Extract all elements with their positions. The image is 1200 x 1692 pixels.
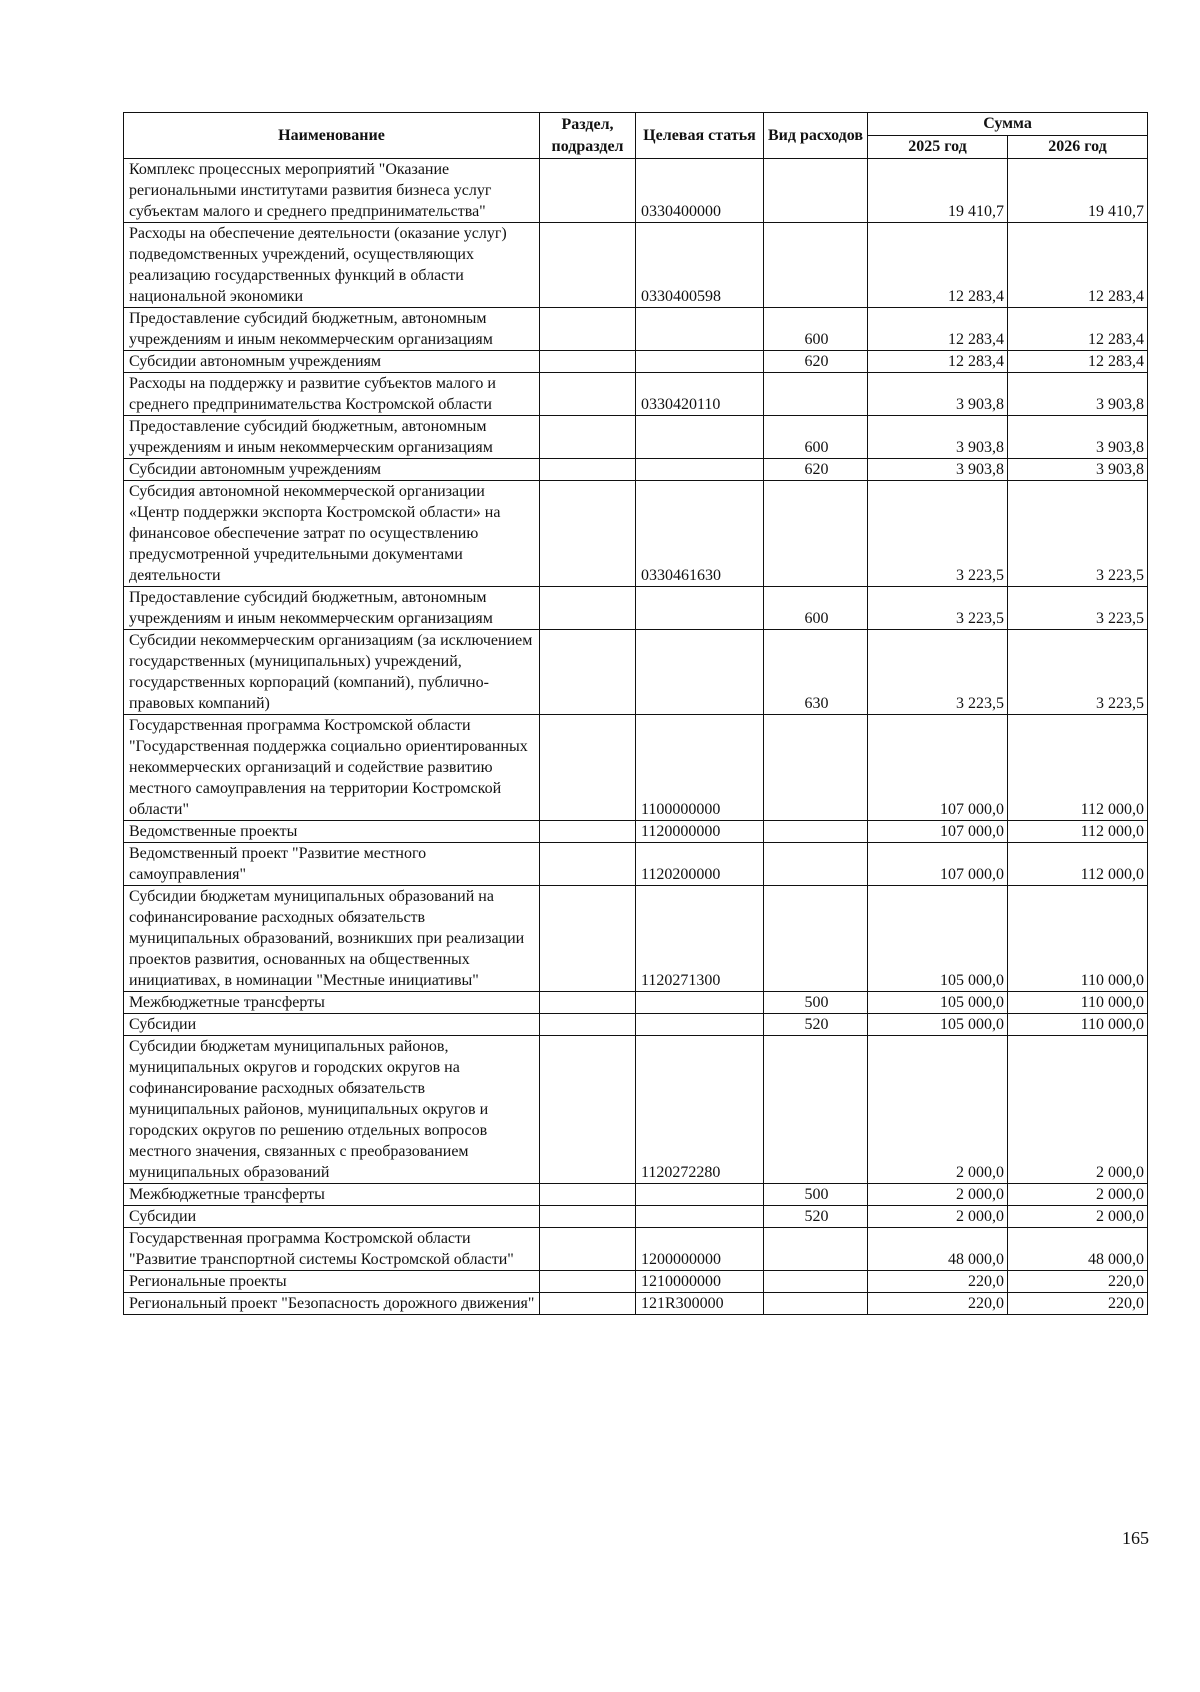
row-expense-type-cell [764, 886, 868, 992]
row-target-cell [636, 416, 764, 459]
row-sum-2026-cell: 3 903,8 [1008, 416, 1148, 459]
row-expense-type-cell: 600 [764, 587, 868, 630]
table-row [124, 821, 1148, 843]
table-header [124, 113, 1148, 159]
header-section: Раздел, подраздел [540, 113, 636, 159]
row-target-cell [636, 1184, 764, 1206]
page-number: 165 [1122, 1528, 1149, 1548]
table-row [124, 223, 1148, 308]
row-target-cell: 0330461630 [636, 481, 764, 587]
table-row [124, 715, 1148, 821]
row-name-cell: Субсидии бюджетам муниципальных районов, муниципальных округов и городских округов на софинансирование расходных обязательств муниципальных районов, муниципальных округов и городских округов по решению отдельных вопросов местного значения, связанных с преобразованием муниципальных образований [124, 1036, 540, 1184]
row-sum-2026-cell: 48 000,0 [1008, 1228, 1148, 1271]
row-expense-type-cell [764, 373, 868, 416]
table-row [124, 1228, 1148, 1271]
row-name-cell: Государственная программа Костромской области "Государственная поддержка социально ориентированных некоммерческих организаций и содействие развитию местного самоуправления на территории Костромской области" [124, 715, 540, 821]
row-sum-2025-cell: 19 410,7 [868, 159, 1008, 223]
row-expense-type-cell [764, 159, 868, 223]
row-name-cell: Комплекс процессных мероприятий "Оказание региональными институтами развития бизнеса услуг субъектам малого и среднего предпринимательства" [124, 159, 540, 223]
row-sum-2025-cell: 3 223,5 [868, 481, 1008, 587]
table-row [124, 416, 1148, 459]
table-row [124, 159, 1148, 223]
row-section-cell [540, 587, 636, 630]
row-sum-2025-cell: 107 000,0 [868, 715, 1008, 821]
row-target-cell [636, 308, 764, 351]
row-sum-2026-cell: 3 903,8 [1008, 373, 1148, 416]
row-sum-2025-cell: 12 283,4 [868, 308, 1008, 351]
row-sum-2025-cell: 3 903,8 [868, 459, 1008, 481]
row-target-cell: 1200000000 [636, 1228, 764, 1271]
row-sum-2026-cell: 3 223,5 [1008, 587, 1148, 630]
table-row [124, 843, 1148, 886]
row-section-cell [540, 373, 636, 416]
row-name-cell: Субсидия автономной некоммерческой организации «Центр поддержки экспорта Костромской области» на финансовое обеспечение затрат по осуществлению предусмотренной учредительными документами деятельности [124, 481, 540, 587]
row-expense-type-cell: 500 [764, 1184, 868, 1206]
row-name-cell: Предоставление субсидий бюджетным, автономным учреждениям и иным некоммерческим организациям [124, 416, 540, 459]
row-section-cell [540, 630, 636, 715]
header-target: Целевая статья [636, 113, 764, 159]
row-section-cell [540, 223, 636, 308]
row-target-cell: 1210000000 [636, 1271, 764, 1293]
row-section-cell [540, 308, 636, 351]
header-year-2025: 2025 год [868, 136, 1008, 159]
row-target-cell: 121R300000 [636, 1293, 764, 1315]
row-sum-2026-cell: 3 223,5 [1008, 481, 1148, 587]
row-name-cell: Предоставление субсидий бюджетным, автономным учреждениям и иным некоммерческим организациям [124, 308, 540, 351]
row-name-cell: Субсидии автономным учреждениям [124, 351, 540, 373]
row-sum-2025-cell: 12 283,4 [868, 351, 1008, 373]
row-name-cell: Региональный проект "Безопасность дорожного движения" [124, 1293, 540, 1315]
row-expense-type-cell: 520 [764, 1206, 868, 1228]
row-target-cell [636, 630, 764, 715]
row-target-cell [636, 992, 764, 1014]
row-target-cell: 0330400000 [636, 159, 764, 223]
table-row [124, 587, 1148, 630]
row-sum-2026-cell: 2 000,0 [1008, 1036, 1148, 1184]
row-expense-type-cell [764, 821, 868, 843]
row-section-cell [540, 821, 636, 843]
row-name-cell: Ведомственный проект "Развитие местного самоуправления" [124, 843, 540, 886]
row-name-cell: Расходы на обеспечение деятельности (оказание услуг) подведомственных учреждений, осуществляющих реализацию государственных функций в области национальной экономики [124, 223, 540, 308]
row-sum-2025-cell: 2 000,0 [868, 1184, 1008, 1206]
row-sum-2026-cell: 110 000,0 [1008, 886, 1148, 992]
row-sum-2026-cell: 220,0 [1008, 1293, 1148, 1315]
row-section-cell [540, 1184, 636, 1206]
row-name-cell: Региональные проекты [124, 1271, 540, 1293]
row-target-cell: 1120271300 [636, 886, 764, 992]
table-row [124, 481, 1148, 587]
row-sum-2025-cell: 12 283,4 [868, 223, 1008, 308]
table-row [124, 992, 1148, 1014]
row-section-cell [540, 992, 636, 1014]
row-name-cell: Межбюджетные трансферты [124, 992, 540, 1014]
row-section-cell [540, 159, 636, 223]
row-sum-2025-cell: 3 903,8 [868, 416, 1008, 459]
row-sum-2025-cell: 105 000,0 [868, 1014, 1008, 1036]
header-name: Наименование [124, 113, 540, 159]
row-name-cell: Субсидии некоммерческим организациям (за исключением государственных (муниципальных) учреждений, государственных корпораций (компаний), публично-правовых компаний) [124, 630, 540, 715]
row-sum-2025-cell: 105 000,0 [868, 886, 1008, 992]
row-sum-2026-cell: 3 223,5 [1008, 630, 1148, 715]
row-sum-2026-cell: 19 410,7 [1008, 159, 1148, 223]
row-section-cell [540, 459, 636, 481]
row-section-cell [540, 1036, 636, 1184]
row-name-cell: Субсидии [124, 1206, 540, 1228]
row-expense-type-cell [764, 1036, 868, 1184]
row-sum-2025-cell: 2 000,0 [868, 1206, 1008, 1228]
row-name-cell: Государственная программа Костромской области "Развитие транспортной системы Костромской области" [124, 1228, 540, 1271]
row-expense-type-cell [764, 715, 868, 821]
row-expense-type-cell [764, 843, 868, 886]
row-sum-2025-cell: 3 223,5 [868, 630, 1008, 715]
row-target-cell [636, 351, 764, 373]
row-sum-2026-cell: 220,0 [1008, 1271, 1148, 1293]
table-row [124, 459, 1148, 481]
row-sum-2026-cell: 110 000,0 [1008, 1014, 1148, 1036]
row-sum-2025-cell: 48 000,0 [868, 1228, 1008, 1271]
table-row [124, 1293, 1148, 1315]
row-section-cell [540, 351, 636, 373]
row-expense-type-cell: 500 [764, 992, 868, 1014]
table-row [124, 1271, 1148, 1293]
row-expense-type-cell: 600 [764, 416, 868, 459]
row-sum-2026-cell: 3 903,8 [1008, 459, 1148, 481]
row-sum-2026-cell: 112 000,0 [1008, 715, 1148, 821]
row-sum-2026-cell: 2 000,0 [1008, 1184, 1148, 1206]
row-expense-type-cell: 600 [764, 308, 868, 351]
row-section-cell [540, 886, 636, 992]
row-sum-2025-cell: 220,0 [868, 1271, 1008, 1293]
row-target-cell [636, 1014, 764, 1036]
row-section-cell [540, 1206, 636, 1228]
row-target-cell [636, 587, 764, 630]
row-expense-type-cell: 630 [764, 630, 868, 715]
row-sum-2025-cell: 107 000,0 [868, 821, 1008, 843]
row-name-cell: Субсидии бюджетам муниципальных образований на софинансирование расходных обязательств муниципальных образований, возникших при реализации проектов развития, основанных на общественных инициативах, в номинации "Местные инициативы" [124, 886, 540, 992]
row-sum-2026-cell: 112 000,0 [1008, 821, 1148, 843]
header-sum: Сумма [868, 113, 1148, 136]
row-expense-type-cell [764, 481, 868, 587]
header-year-2026: 2026 год [1008, 136, 1148, 159]
row-target-cell [636, 459, 764, 481]
row-target-cell: 1120000000 [636, 821, 764, 843]
row-section-cell [540, 481, 636, 587]
row-section-cell [540, 1271, 636, 1293]
row-section-cell [540, 1014, 636, 1036]
row-name-cell: Межбюджетные трансферты [124, 1184, 540, 1206]
table-body [124, 159, 1148, 1315]
row-section-cell [540, 1228, 636, 1271]
row-sum-2026-cell: 112 000,0 [1008, 843, 1148, 886]
row-sum-2026-cell: 110 000,0 [1008, 992, 1148, 1014]
row-sum-2025-cell: 105 000,0 [868, 992, 1008, 1014]
header-expense-type: Вид расходов [764, 113, 868, 159]
row-expense-type-cell [764, 223, 868, 308]
table-row [124, 886, 1148, 992]
row-sum-2025-cell: 2 000,0 [868, 1036, 1008, 1184]
table-row [124, 1014, 1148, 1036]
row-target-cell: 1120272280 [636, 1036, 764, 1184]
row-sum-2025-cell: 3 223,5 [868, 587, 1008, 630]
row-expense-type-cell: 520 [764, 1014, 868, 1036]
row-section-cell [540, 843, 636, 886]
row-sum-2026-cell: 12 283,4 [1008, 223, 1148, 308]
row-target-cell: 1100000000 [636, 715, 764, 821]
row-sum-2025-cell: 3 903,8 [868, 373, 1008, 416]
table-row [124, 1036, 1148, 1184]
row-sum-2025-cell: 107 000,0 [868, 843, 1008, 886]
row-name-cell: Субсидии автономным учреждениям [124, 459, 540, 481]
row-target-cell: 0330400598 [636, 223, 764, 308]
table-row [124, 630, 1148, 715]
row-name-cell: Расходы на поддержку и развитие субъектов малого и среднего предпринимательства Костромской области [124, 373, 540, 416]
table-row [124, 373, 1148, 416]
row-name-cell: Ведомственные проекты [124, 821, 540, 843]
row-expense-type-cell [764, 1293, 868, 1315]
row-name-cell: Субсидии [124, 1014, 540, 1036]
row-expense-type-cell: 620 [764, 459, 868, 481]
row-target-cell: 1120200000 [636, 843, 764, 886]
row-section-cell [540, 715, 636, 821]
table-row [124, 308, 1148, 351]
row-sum-2026-cell: 12 283,4 [1008, 351, 1148, 373]
row-section-cell [540, 1293, 636, 1315]
row-target-cell: 0330420110 [636, 373, 764, 416]
row-target-cell [636, 1206, 764, 1228]
table-row [124, 1206, 1148, 1228]
row-expense-type-cell: 620 [764, 351, 868, 373]
row-expense-type-cell [764, 1271, 868, 1293]
table-row [124, 351, 1148, 373]
row-sum-2025-cell: 220,0 [868, 1293, 1008, 1315]
row-sum-2026-cell: 12 283,4 [1008, 308, 1148, 351]
row-expense-type-cell [764, 1228, 868, 1271]
budget-table [123, 112, 1148, 1315]
row-sum-2026-cell: 2 000,0 [1008, 1206, 1148, 1228]
table-row [124, 1184, 1148, 1206]
row-name-cell: Предоставление субсидий бюджетным, автономным учреждениям и иным некоммерческим организациям [124, 587, 540, 630]
row-section-cell [540, 416, 636, 459]
